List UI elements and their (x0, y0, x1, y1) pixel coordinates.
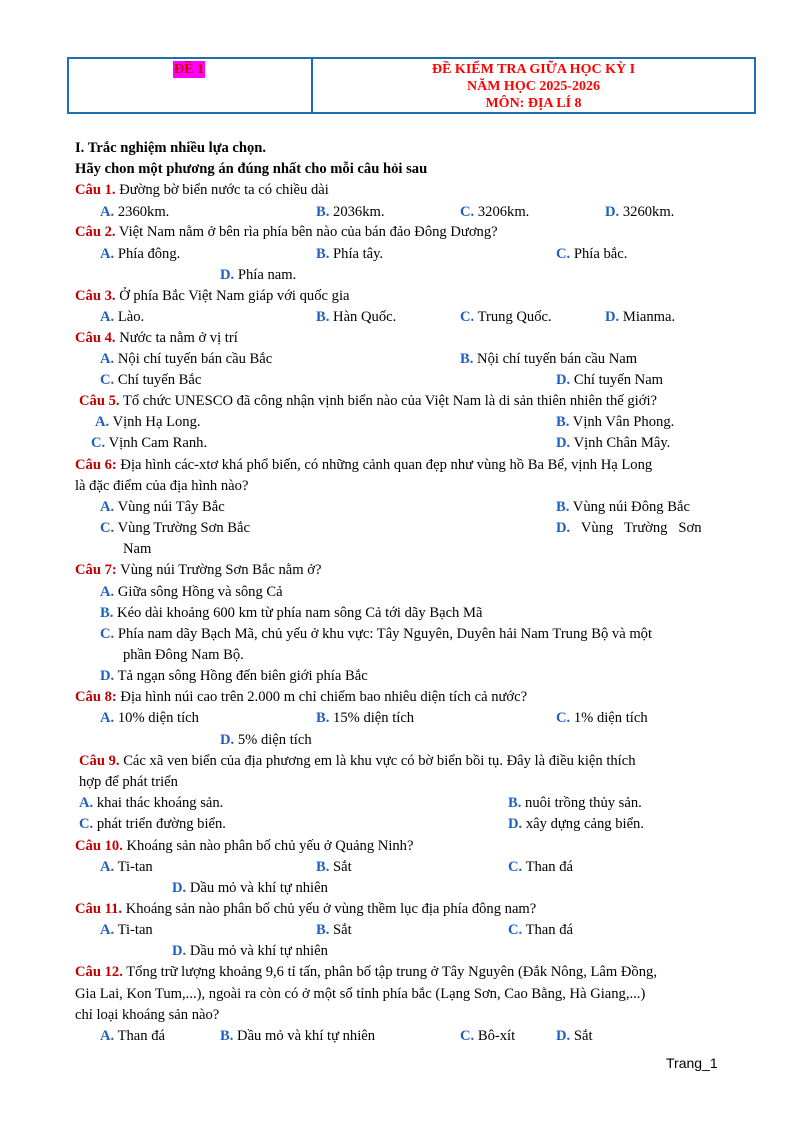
question-text-cont: hợp để phát triển (79, 774, 178, 790)
option-text: 2036km. (329, 204, 385, 220)
option-d (172, 879, 328, 897)
option-b (316, 709, 414, 727)
option-label: D. (172, 880, 187, 896)
option-label: C. (508, 859, 523, 875)
option-text: Phía đông. (114, 246, 181, 262)
option-label: D. (556, 435, 571, 451)
option-text: nuôi trồng thủy sản. (521, 795, 642, 811)
option-text: xây dựng cảng biển. (522, 816, 644, 832)
option-text: Dầu mỏ và khí tự nhiên (233, 1028, 376, 1044)
option-c (460, 308, 552, 326)
option-label: B. (220, 1028, 234, 1044)
question-label: Câu 2. (75, 224, 116, 240)
option-label: A. (100, 584, 115, 600)
option-label: A. (100, 309, 115, 325)
option-c (556, 245, 627, 263)
question-text: Việt Nam nằm ở bên rìa phía bên nào của bán đảo Đông Dương? (115, 224, 498, 240)
option-label: D. (172, 943, 187, 959)
option-b (556, 498, 690, 516)
header-right-cell (313, 61, 754, 112)
option-label: B. (508, 795, 522, 811)
option-text: Nội chí tuyến bán cầu Bắc (114, 351, 273, 367)
option-b (316, 921, 352, 939)
question-label: Câu 10. (75, 838, 123, 854)
section-instruction: Hãy chon một phương án đúng nhất cho mỗi câu hỏi sau (75, 161, 428, 177)
option-a (79, 794, 223, 812)
option-text: Giữa sông Hồng và sông Cả (114, 584, 283, 600)
option-text: Sắt (329, 859, 352, 875)
option-label: D. (220, 732, 235, 748)
option-a (100, 498, 225, 516)
option-label: A. (100, 1028, 115, 1044)
option-a (100, 583, 283, 601)
option-a (100, 245, 180, 263)
option-label: D. (605, 204, 620, 220)
exam-title: ĐỀ KIỂM TRA GIỮA HỌC KỲ I (431, 62, 636, 77)
option-text: Vùng núi Tây Bắc (114, 499, 225, 515)
question-6 (75, 456, 652, 474)
option-b (316, 308, 396, 326)
option-c (508, 858, 573, 876)
option-label: C. (100, 520, 115, 536)
option-label: D. (220, 267, 235, 283)
option-text: 10% diện tích (114, 710, 199, 726)
option-text: Chí tuyến Nam (570, 372, 664, 388)
question-label: Câu 8: (75, 689, 117, 705)
option-d (556, 434, 670, 452)
option-b (460, 350, 637, 368)
option-text: Vịnh Chân Mây. (570, 435, 671, 451)
option-label: A. (100, 204, 115, 220)
option-d (605, 203, 674, 221)
question-label: Câu 1. (75, 182, 116, 198)
question-4 (75, 329, 238, 347)
question-text: Địa hình núi cao trên 2.000 m chỉ chiếm bao nhiêu diện tích cả nước? (116, 689, 528, 705)
option-label: D. (556, 520, 571, 536)
option-label: C. (100, 626, 115, 642)
option-c (508, 921, 573, 939)
option-text: 1% diện tích (570, 710, 648, 726)
option-b (220, 1027, 375, 1045)
option-label: D. (508, 816, 523, 832)
option-text: Phía nam dãy Bạch Mã, chủ yếu ở khu vực: Tây Nguyên, Duyên hải Nam Trung Bộ và một (114, 626, 653, 642)
question-text: Ở phía Bắc Việt Nam giáp với quốc gia (115, 288, 350, 304)
option-text: Phía bắc. (570, 246, 628, 262)
exam-code-tag: ĐỀ 1 (174, 62, 204, 77)
question-text-cont: Gia Lai, Kon Tum,...), ngoài ra còn có ở một số tỉnh phía bắc (Lạng Sơn, Cao Bằng, Hà Giang,...) (75, 986, 646, 1002)
option-label: B. (316, 710, 330, 726)
option-b (508, 794, 642, 812)
option-label: A. (95, 414, 110, 430)
question-label: Câu 9. (79, 753, 120, 769)
header-box (67, 57, 756, 114)
option-text: Trung Quốc. (474, 309, 552, 325)
option-text: Nội chí tuyến bán cầu Nam (473, 351, 638, 367)
option-text: Ti-tan (114, 922, 153, 938)
option-a (100, 203, 169, 221)
option-label: D. (605, 309, 620, 325)
option-label: A. (100, 499, 115, 515)
option-label: D. (556, 372, 571, 388)
option-a (100, 709, 199, 727)
option-text-cont: Nam (123, 541, 152, 557)
option-text: Tả ngạn sông Hồng đến biên giới phía Bắc (114, 668, 368, 684)
school-year: NĂM HỌC 2025-2026 (467, 79, 600, 94)
option-d (508, 815, 644, 833)
option-a (100, 308, 144, 326)
option-b (316, 858, 352, 876)
question-text: Đường bờ biển nước ta có chiều dài (115, 182, 329, 198)
question-12 (75, 963, 657, 981)
option-label: A. (100, 246, 115, 262)
option-d (220, 266, 296, 284)
option-label: B. (100, 605, 114, 621)
option-label: C. (100, 372, 115, 388)
option-c (100, 371, 201, 389)
option-text: Sắt (329, 922, 352, 938)
option-label: C. (460, 1028, 475, 1044)
question-2 (75, 223, 498, 241)
option-d (100, 667, 368, 685)
option-label: A. (100, 351, 115, 367)
option-a (100, 350, 272, 368)
option-text: phát triển đường biển. (93, 816, 226, 832)
option-text: Vùng Trường Sơn Bắc (114, 520, 251, 536)
question-label: Câu 3. (75, 288, 116, 304)
question-text-cont: là đặc điểm của địa hình nào? (75, 478, 249, 494)
option-a (100, 1027, 165, 1045)
option-a (100, 921, 153, 939)
option-label: B. (556, 499, 570, 515)
option-label: C. (91, 435, 106, 451)
option-label: B. (556, 414, 570, 430)
section-title: I. Trắc nghiệm nhiều lựa chọn. (75, 140, 267, 156)
question-9 (79, 752, 636, 770)
option-text: Sắt (570, 1028, 593, 1044)
option-c (556, 709, 648, 727)
option-text: Kéo dài khoảng 600 km từ phía nam sông Cả tới dãy Bạch Mã (113, 605, 483, 621)
option-label: C. (556, 710, 571, 726)
question-text: Tổng trữ lượng khoảng 9,6 tỉ tấn, phân bố tập trung ở Tây Nguyên (Đắk Nông, Lâm Đồng, (122, 964, 657, 980)
header-left-cell (69, 59, 313, 112)
option-c (460, 203, 529, 221)
option-text: khai thác khoáng sản. (93, 795, 224, 811)
option-d (172, 942, 328, 960)
option-text: Vịnh Vân Phong. (569, 414, 675, 430)
option-text-cont: phần Đông Nam Bộ. (123, 647, 244, 663)
question-7 (75, 561, 321, 579)
option-d (556, 519, 702, 537)
option-text: Mianma. (619, 309, 676, 325)
option-label: D. (556, 1028, 571, 1044)
option-text: Vùng Trường Sơn (570, 520, 702, 536)
question-8 (75, 688, 527, 706)
option-text: Than đá (522, 922, 573, 938)
option-text: 3206km. (474, 204, 530, 220)
option-text: Vịnh Cam Ranh. (105, 435, 208, 451)
question-text: Địa hình các-xtơ khá phổ biến, có những cảnh quan đẹp như vùng hồ Ba Bể, vịnh Hạ Long (116, 457, 653, 473)
page-number: Trang_1 (666, 1055, 718, 1071)
question-3 (75, 287, 349, 305)
option-b (316, 203, 385, 221)
option-c (79, 815, 226, 833)
option-text: Ti-tan (114, 859, 153, 875)
option-b (316, 245, 383, 263)
question-label: Câu 6: (75, 457, 117, 473)
option-d (605, 308, 675, 326)
option-text: Vùng núi Đông Bắc (569, 499, 690, 515)
question-text: Vùng núi Trường Sơn Bắc nằm ở? (116, 562, 322, 578)
question-label: Câu 12. (75, 964, 123, 980)
option-label: B. (316, 309, 330, 325)
option-text: Phía tây. (329, 246, 384, 262)
option-b (100, 604, 482, 622)
option-text: Than đá (114, 1028, 165, 1044)
option-text: Bô-xít (474, 1028, 516, 1044)
option-label: A. (100, 922, 115, 938)
option-text: 15% diện tích (329, 710, 415, 726)
option-text: Than đá (522, 859, 573, 875)
option-label: C. (460, 309, 475, 325)
option-c (460, 1027, 515, 1045)
option-text: Phía nam. (234, 267, 297, 283)
option-label: B. (316, 204, 330, 220)
option-label: B. (316, 859, 330, 875)
question-text: Nước ta nằm ở vị trí (115, 330, 238, 346)
option-d (556, 1027, 593, 1045)
option-label: C. (460, 204, 475, 220)
question-text: Tổ chức UNESCO đã công nhận vịnh biển nào của Việt Nam là di sản thiên nhiên thế giới? (119, 393, 657, 409)
option-text: Dầu mỏ và khí tự nhiên (186, 943, 328, 959)
question-text: Khoáng sản nào phân bố chủ yếu ở vùng thềm lục địa phía đông nam? (122, 901, 537, 917)
option-a (95, 413, 201, 431)
option-label: A. (79, 795, 94, 811)
option-c (91, 434, 207, 452)
question-text: Khoáng sản nào phân bố chủ yếu ở Quảng Ninh? (122, 838, 414, 854)
question-label: Câu 11. (75, 901, 123, 917)
question-text-cont: chỉ loại khoáng sản nào? (75, 1007, 220, 1023)
option-d (556, 371, 663, 389)
option-a (100, 858, 153, 876)
option-d (220, 731, 312, 749)
question-text: Các xã ven biển của địa phương em là khu vực có bờ biển bồi tụ. Đây là điều kiện thích (119, 753, 636, 769)
question-label: Câu 4. (75, 330, 116, 346)
option-label: B. (316, 922, 330, 938)
option-label: A. (100, 710, 115, 726)
option-c (100, 519, 250, 537)
question-5 (79, 392, 657, 410)
subject-title: MÔN: ĐỊA LÍ 8 (485, 96, 582, 111)
question-10 (75, 837, 413, 855)
option-text: Lào. (114, 309, 145, 325)
option-text: Hàn Quốc. (329, 309, 397, 325)
option-text: 2360km. (114, 204, 170, 220)
option-text: 5% diện tích (234, 732, 312, 748)
option-b (556, 413, 674, 431)
option-label: C. (508, 922, 523, 938)
option-label: B. (460, 351, 474, 367)
question-label: Câu 7: (75, 562, 117, 578)
option-label: B. (316, 246, 330, 262)
option-label: D. (100, 668, 115, 684)
option-label: C. (79, 816, 94, 832)
option-text: 3260km. (619, 204, 675, 220)
question-1 (75, 181, 329, 199)
option-text: Dầu mỏ và khí tự nhiên (186, 880, 328, 896)
question-label: Câu 5. (79, 393, 120, 409)
option-label: C. (556, 246, 571, 262)
question-11 (75, 900, 536, 918)
option-label: A. (100, 859, 115, 875)
option-c (100, 625, 652, 643)
option-text: Vịnh Hạ Long. (109, 414, 201, 430)
option-text: Chí tuyến Bắc (114, 372, 202, 388)
